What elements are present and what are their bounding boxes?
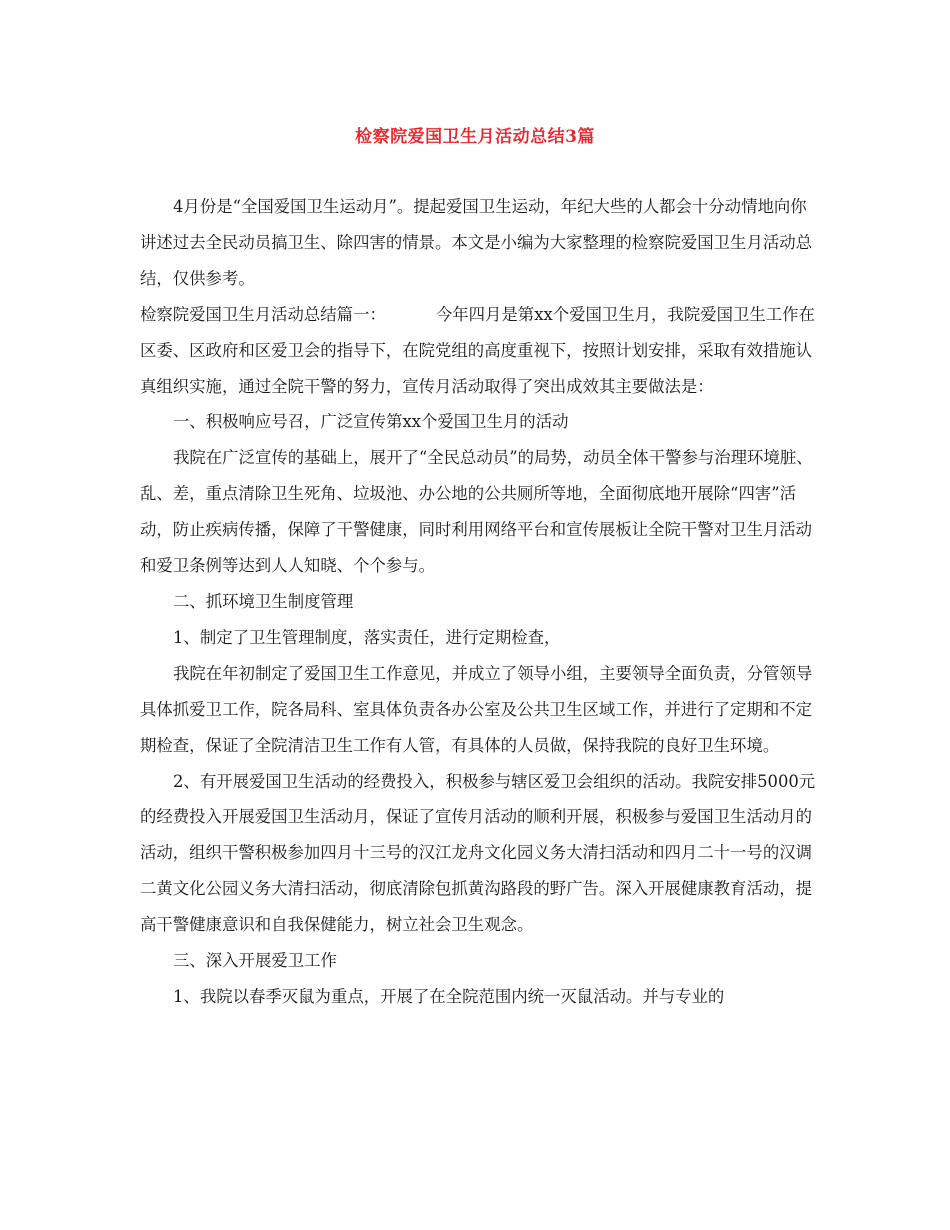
intro-paragraph: 4月份是“全国爱国卫生运动月”。提起爱国卫生运动，年纪大些的人都会十分动情地向你讲述过去全民动员搞卫生、除四害的情景。本文是小编为大家整理的检察院爱国卫生月活动总结，仅供参考。 <box>140 197 813 288</box>
section2-item1-paragraph: 我院在年初制定了爱国卫生工作意见，并成立了领导小组，主要领导全面负责，分管领导具体抓爱卫工作，院各局科、室具体负责各办公室及公共卫生区域工作，并进行了定期和不定期检查，保证了全院清洁卫生工作有人管，有具体的人员做，保持我院的良好卫生环境。 <box>140 663 813 755</box>
section1-paragraph: 我院在广泛宣传的基础上，展开了“全民总动员”的局势，动员全体干警参与治理环境脏、乱、差，重点清除卫生死角、垃圾池、办公地的公共厕所等地，全面彻底地开展除“四害”活动，防止疾病传播，保障了干警健康，同时利用网络平台和宣传展板让全院干警对卫生月活动和爱卫条例等达到人人知晓、个个参与。 <box>140 448 813 576</box>
section3-item1: 1、我院以春季灭鼠为重点，开展了在全院范围内统一灭鼠活动。并与专业的 <box>173 986 725 1006</box>
part1-text: 今年四月是第xx个爱国卫生月，我院爱国卫生工作在区委、区政府和区爱卫会的指导下，在院党组的高度重视下，按照计划安排，采取有效措施认真组织实施，通过全院干警的努力，宣传月活动取得了突出成效其主要做法是： <box>140 304 815 396</box>
section3-heading: 三、深入开展爱卫工作 <box>173 951 337 971</box>
part1-label: 检察院爱国卫生月活动总结篇一： <box>140 304 386 324</box>
part1-paragraph <box>140 297 820 405</box>
section2-item1: 1、制定了卫生管理制度，落实责任，进行定期检查， <box>173 627 561 647</box>
section1-heading: 一、积极响应号召，广泛宣传第xx个爱国卫生月的活动 <box>173 412 569 432</box>
section2-heading: 二、抓环境卫生制度管理 <box>173 591 354 611</box>
document-title: 检察院爱国卫生月活动总结3篇 <box>355 127 595 147</box>
document-body <box>140 189 820 1015</box>
section2-item2-paragraph: 2、有开展爱国卫生活动的经费投入，积极参与辖区爱卫会组织的活动。我院安排5000元的经费投入开展爱国卫生活动月，保证了宣传月活动的顺利开展，积极参与爱国卫生活动月的活动，组织干警积极参加四月十三号的汉江龙舟文化园义务大清扫活动和四月二十一号的汉调二黄文化公园义务大清扫活动，彻底清除包抓黄沟路段的野广告。深入开展健康教育活动，提高干警健康意识和自我保健能力，树立社会卫生观念。 <box>140 771 816 935</box>
